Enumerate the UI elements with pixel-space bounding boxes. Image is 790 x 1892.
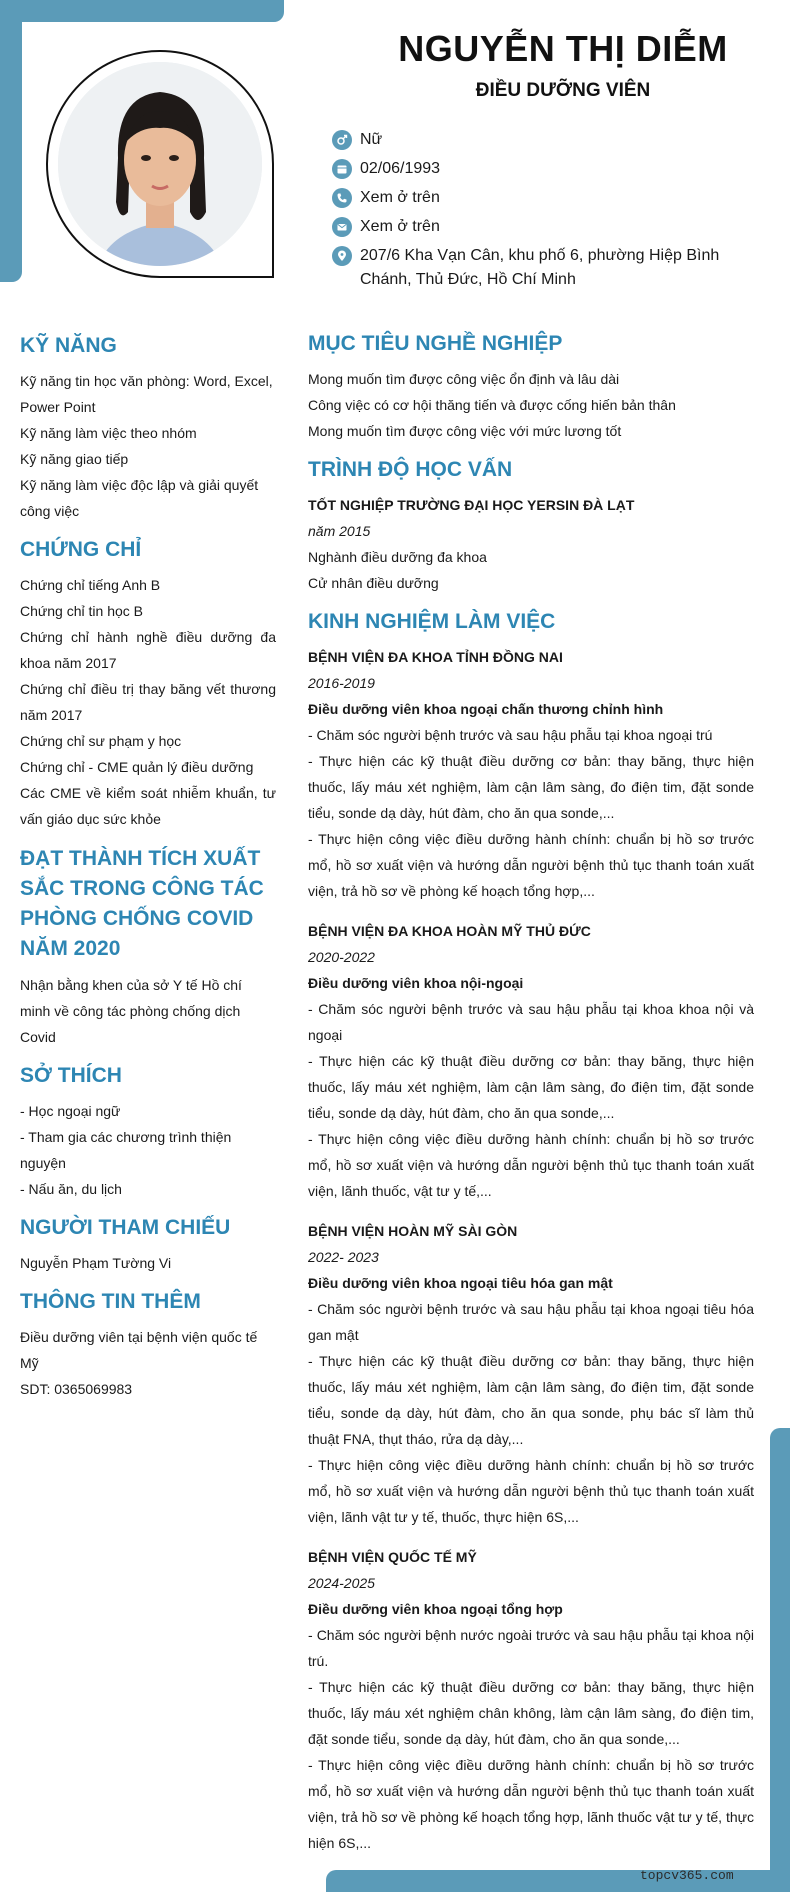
location-icon (332, 246, 352, 266)
list-item: Chứng chỉ - CME quản lý điều dưỡng (20, 759, 254, 775)
graduation-year: năm 2015 (308, 523, 371, 539)
list-item: - Học ngoại ngữ (20, 1103, 121, 1119)
list-item: Kỹ năng tin học văn phòng: Word, Excel, Power Point (20, 373, 273, 415)
certificates-section (20, 536, 276, 832)
job-duty: - Chăm sóc người bệnh trước và sau hậu phẫu tại khoa khoa nội và ngoại (308, 1001, 754, 1043)
job-duty: - Chăm sóc người bệnh nước ngoài trước và sau hậu phẫu tại khoa nội trú. (308, 1627, 754, 1669)
phone-icon (332, 188, 352, 208)
info-address (332, 244, 772, 292)
top-left-accent-bar (0, 0, 284, 22)
job-position: Điều dưỡng viên khoa ngoại tiêu hóa gan mật (308, 1275, 613, 1291)
list-item: Chứng chỉ tiếng Anh B (20, 577, 161, 593)
list-item: Kỹ năng làm việc theo nhóm (20, 425, 197, 441)
job-duty: - Thực hiện các kỹ thuật điều dưỡng cơ bản: thay băng, thực hiện thuốc, lấy máu xét nghiệm, làm cận lâm sàng, đo điện tim, đặt sonde tiểu, sonde dạ dày, hút đàm, cho ăn qua sonde,... (308, 1053, 754, 1121)
extra-info-section (20, 1288, 276, 1402)
section-title: ĐẠT THÀNH TÍCH XUẤT SẮC TRONG CÔNG TÁC PHÒNG CHỐNG COVID NĂM 2020 (20, 847, 264, 960)
job-duty: - Thực hiện công việc điều dưỡng hành chính: chuẩn bị hồ sơ trước mổ, hồ sơ xuất viện và hướng dẫn người bệnh thủ tục thanh toán xuất viện, trả hồ sơ về phòng kế hoạch tổng hợp, lãnh thuốc vật tư y tế, thực hiện 6S,... (308, 1757, 754, 1851)
section-title: THÔNG TIN THÊM (20, 1290, 201, 1313)
skills-section (20, 332, 276, 524)
info-text: 207/6 Kha Vạn Cân, khu phố 6, phường Hiệp Bình Chánh, Thủ Đức, Hồ Chí Minh (360, 247, 720, 288)
company-name: BỆNH VIỆN ĐA KHOA TỈNH ĐỒNG NAI (308, 649, 563, 665)
left-accent-strip (0, 0, 22, 282)
experience-section (308, 608, 754, 1856)
job-duty: - Thực hiện công việc điều dưỡng hành chính: chuẩn bị hồ sơ trước mổ, hồ sơ xuất viện và hướng dẫn người bệnh thủ tục thanh toán xuất viện, lãnh thuốc, vật tư y tế,... (308, 1131, 754, 1199)
section-title: KINH NGHIỆM LÀM VIỆC (308, 610, 556, 633)
left-column (20, 332, 276, 1414)
right-column (308, 330, 754, 1870)
info-phone[interactable] (332, 186, 772, 210)
awards-section (20, 844, 276, 1050)
list-item: Mong muốn tìm được công việc với mức lương tốt (308, 423, 622, 439)
job-entry (308, 644, 754, 904)
company-name: BỆNH VIỆN HOÀN MỸ SÀI GÒN (308, 1223, 518, 1239)
list-item: Mong muốn tìm được công việc ổn định và lâu dài (308, 371, 620, 387)
list-item: SDT: 0365069983 (20, 1381, 133, 1397)
company-name: BỆNH VIỆN QUỐC TẾ MỸ (308, 1549, 477, 1565)
job-entry (308, 1544, 754, 1856)
section-title: KỸ NĂNG (20, 334, 117, 357)
reference-name: Nguyễn Phạm Tường Vi (20, 1255, 172, 1271)
award-text: Nhận bằng khen của sở Y tế Hồ chí minh về công tác phòng chống dịch Covid (20, 977, 242, 1045)
bottom-right-accent-strip (770, 1428, 790, 1892)
list-item: Các CME về kiểm soát nhiễm khuẩn, tư vấn giáo dục sức khỏe (20, 785, 276, 827)
section-title: CHỨNG CHỈ (20, 538, 142, 561)
list-item: Điều dưỡng viên tại bệnh viện quốc tế Mỹ (20, 1329, 258, 1371)
job-position: Điều dưỡng viên khoa nội-ngoại (308, 975, 524, 991)
watermark: topcv365.com (640, 1868, 734, 1883)
list-item: Nghành điều dưỡng đa khoa (308, 549, 487, 565)
personal-info (332, 128, 772, 297)
job-entry (308, 918, 754, 1204)
info-email[interactable] (332, 215, 772, 239)
job-period: 2024-2025 (308, 1575, 375, 1591)
job-duty: - Thực hiện các kỹ thuật điều dưỡng cơ bản: thay băng, thực hiện thuốc, lấy máu xét nghiệm, làm cận lâm sàng, đo điện tim, đặt sonde tiểu, sonde dạ dày, hút đàm, cho ăn qua sonde, phụ bác sĩ làm thủ thuật FNA, thụt tháo, rửa dạ dày,... (308, 1353, 754, 1447)
job-position: Điều dưỡng viên khoa ngoại chấn thương chỉnh hình (308, 701, 664, 717)
info-birthday (332, 157, 772, 181)
section-title: NGƯỜI THAM CHIẾU (20, 1216, 231, 1239)
gender-icon (332, 130, 352, 150)
section-title: SỞ THÍCH (20, 1064, 122, 1087)
email-icon (332, 217, 352, 237)
info-gender (332, 128, 772, 152)
info-text: Nữ (360, 131, 383, 148)
job-entry (308, 1218, 754, 1530)
list-item: - Nấu ăn, du lịch (20, 1181, 122, 1197)
list-item: Công việc có cơ hội thăng tiến và được cống hiến bản thân (308, 397, 676, 413)
reference-section (20, 1214, 276, 1276)
job-duty: - Thực hiện công việc điều dưỡng hành chính: chuẩn bị hồ sơ trước mổ, hồ sơ xuất viện và hướng dẫn người bệnh thủ tục thanh toán xuất viện, lãnh vật tư y tế, thuốc, thực hiện 6S,... (308, 1457, 754, 1525)
school-name: TỐT NGHIỆP TRƯỜNG ĐẠI HỌC YERSIN ĐÀ LẠT (308, 497, 635, 513)
list-item: Kỹ năng làm việc độc lập và giải quyết công việc (20, 477, 259, 519)
job-title: ĐIỀU DƯỠNG VIÊN (475, 80, 651, 101)
profile-photo (58, 62, 262, 266)
list-item: - Tham gia các chương trình thiện nguyện (20, 1129, 232, 1171)
education-section (308, 456, 754, 596)
job-duty: - Chăm sóc người bệnh trước và sau hậu phẫu tại khoa ngoại trú (308, 727, 713, 743)
list-item: Chứng chỉ hành nghề điều dưỡng đa khoa năm 2017 (20, 629, 276, 671)
job-period: 2022- 2023 (308, 1249, 379, 1265)
info-text: 02/06/1993 (360, 160, 441, 177)
candidate-name: NGUYỄN THỊ DIỄM (398, 28, 728, 69)
job-duty: - Thực hiện các kỹ thuật điều dưỡng cơ bản: thay băng, thực hiện thuốc, lấy máu xét nghiệm chân không, làm cận lâm sàng, đo điện tim, đặt sonde tiểu, sonde dạ dày, hút đàm, cho ăn qua sonde,... (308, 1679, 754, 1747)
company-name: BỆNH VIỆN ĐA KHOA HOÀN MỸ THỦ ĐỨC (308, 923, 591, 939)
job-duty: - Chăm sóc người bệnh trước và sau hậu phẫu tại khoa ngoại tiêu hóa gan mật (308, 1301, 754, 1343)
info-text: Xem ở trên (360, 218, 440, 235)
job-period: 2020-2022 (308, 949, 375, 965)
info-text: Xem ở trên (360, 189, 440, 206)
job-period: 2016-2019 (308, 675, 375, 691)
job-duty: - Thực hiện công việc điều dưỡng hành chính: chuẩn bị hồ sơ trước mổ, hồ sơ xuất viện và hướng dẫn người bệnh thủ tục thanh toán xuất viện, trả hồ sơ về phòng kế hoạch tổng hợp,... (308, 831, 754, 899)
objective-section (308, 330, 754, 444)
hobbies-section (20, 1062, 276, 1202)
list-item: Chứng chỉ điều trị thay băng vết thương năm 2017 (20, 681, 276, 723)
list-item: Chứng chỉ tin học B (20, 603, 143, 619)
list-item: Kỹ năng giao tiếp (20, 451, 129, 467)
list-item: Chứng chỉ sư phạm y học (20, 733, 182, 749)
list-item: Cử nhân điều dưỡng (308, 575, 439, 591)
calendar-icon (332, 159, 352, 179)
section-title: MỤC TIÊU NGHỀ NGHIỆP (308, 332, 563, 355)
job-position: Điều dưỡng viên khoa ngoại tổng hợp (308, 1601, 563, 1617)
job-duty: - Thực hiện các kỹ thuật điều dưỡng cơ bản: thay băng, thực hiện thuốc, lấy máu xét nghiệm, làm cận lâm sàng, đo điện tim, đặt sonde tiểu, sonde dạ dày, hút đàm, cho ăn qua sonde,... (308, 753, 754, 821)
section-title: TRÌNH ĐỘ HỌC VẤN (308, 458, 513, 481)
